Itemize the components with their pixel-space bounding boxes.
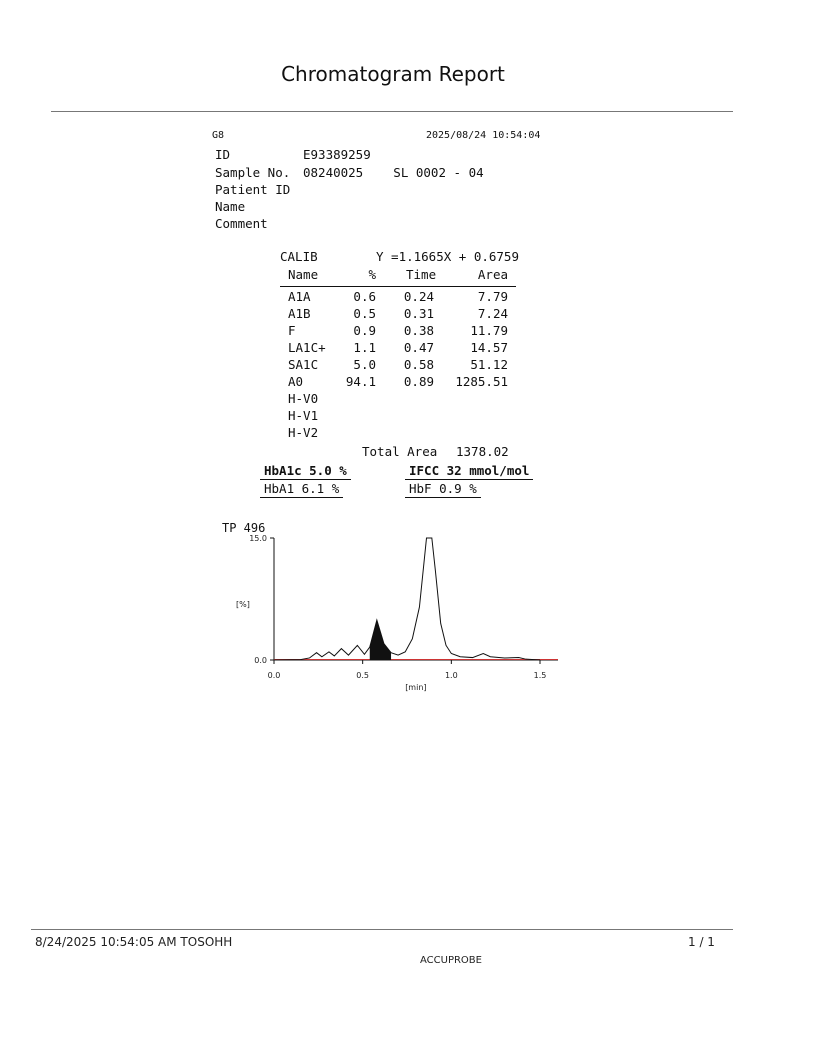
row-time: 0.38 <box>403 323 434 338</box>
row-time: 0.24 <box>403 289 434 304</box>
row-pct: 0.9 <box>353 323 376 338</box>
y-axis-label: [%] <box>236 600 250 609</box>
row-area: 1285.51 <box>455 374 508 389</box>
hba1c-result: HbA1c 5.0 % <box>260 463 351 480</box>
field-label-comment: Comment <box>215 216 268 231</box>
row-name: SA1C <box>288 357 319 372</box>
row-area: 7.79 <box>477 289 508 304</box>
row-pct: 1.1 <box>353 340 376 355</box>
row-area: 51.12 <box>470 357 508 372</box>
x-tick-label: 1.0 <box>444 671 458 680</box>
y-tick-label: 0.0 <box>254 656 267 665</box>
x-tick-label: 0.0 <box>267 671 281 680</box>
row-time: 0.58 <box>403 357 434 372</box>
row-area: 11.79 <box>470 323 508 338</box>
row-name: F <box>288 323 296 338</box>
row-pct: 5.0 <box>353 357 376 372</box>
col-header-time: Time <box>406 267 437 282</box>
row-pct: 0.6 <box>353 289 376 304</box>
row-area: 7.24 <box>477 306 508 321</box>
row-time: 0.47 <box>403 340 434 355</box>
x-tick-label: 1.5 <box>533 671 547 680</box>
x-tick-label: 0.5 <box>356 671 370 680</box>
row-time: 0.89 <box>403 374 434 389</box>
footer-timestamp: 8/24/2025 10:54:05 AM TOSOHH <box>35 935 233 949</box>
row-name: A0 <box>288 374 304 389</box>
report-datetime: 2025/08/24 10:54:04 <box>426 130 541 141</box>
instrument-label: G8 <box>212 130 225 141</box>
y-tick-label: 15.0 <box>249 534 267 543</box>
calib-equation: Y =1.1665X + 0.6759 <box>376 249 519 264</box>
row-pct: 94.1 <box>345 374 376 389</box>
col-header-name: Name <box>288 267 319 282</box>
field-label-id: ID <box>215 147 231 162</box>
col-header-area: Area <box>477 267 508 282</box>
field-label-sample-no: Sample No. <box>215 165 291 180</box>
row-time: 0.31 <box>403 306 434 321</box>
field-value-id: E93389259 <box>303 147 371 162</box>
row-area: 14.57 <box>470 340 508 355</box>
sa1c-peak-fill <box>370 620 391 660</box>
chromatogram-trace <box>274 538 540 660</box>
row-pct: 0.5 <box>353 306 376 321</box>
row-name: H-V0 <box>288 391 319 406</box>
page-number: 1 / 1 <box>688 935 715 949</box>
page-title: Chromatogram Report <box>281 62 505 86</box>
chart-title: TP 496 <box>222 521 266 535</box>
x-axis-label: [min] <box>405 683 427 692</box>
row-name: A1B <box>288 306 311 321</box>
row-name: A1A <box>288 289 311 304</box>
bottom-divider <box>31 929 733 930</box>
footer-label: ACCUPROBE <box>420 955 482 966</box>
total-area-label: Total Area <box>362 444 438 459</box>
row-name: H-V1 <box>288 408 319 423</box>
field-value-sample-no: 08240025 SL 0002 - 04 <box>303 165 484 180</box>
row-name: H-V2 <box>288 425 319 440</box>
calib-label: CALIB <box>280 249 318 264</box>
hba1-result: HbA1 6.1 % <box>260 481 343 498</box>
field-label-patient-id: Patient ID <box>215 182 291 197</box>
hbf-result: HbF 0.9 % <box>405 481 481 498</box>
row-name: LA1C+ <box>288 340 326 355</box>
field-label-name: Name <box>215 199 246 214</box>
col-header-pct: % <box>368 267 376 282</box>
ifcc-result: IFCC 32 mmol/mol <box>405 463 533 480</box>
total-area-value: 1378.02 <box>456 444 509 459</box>
